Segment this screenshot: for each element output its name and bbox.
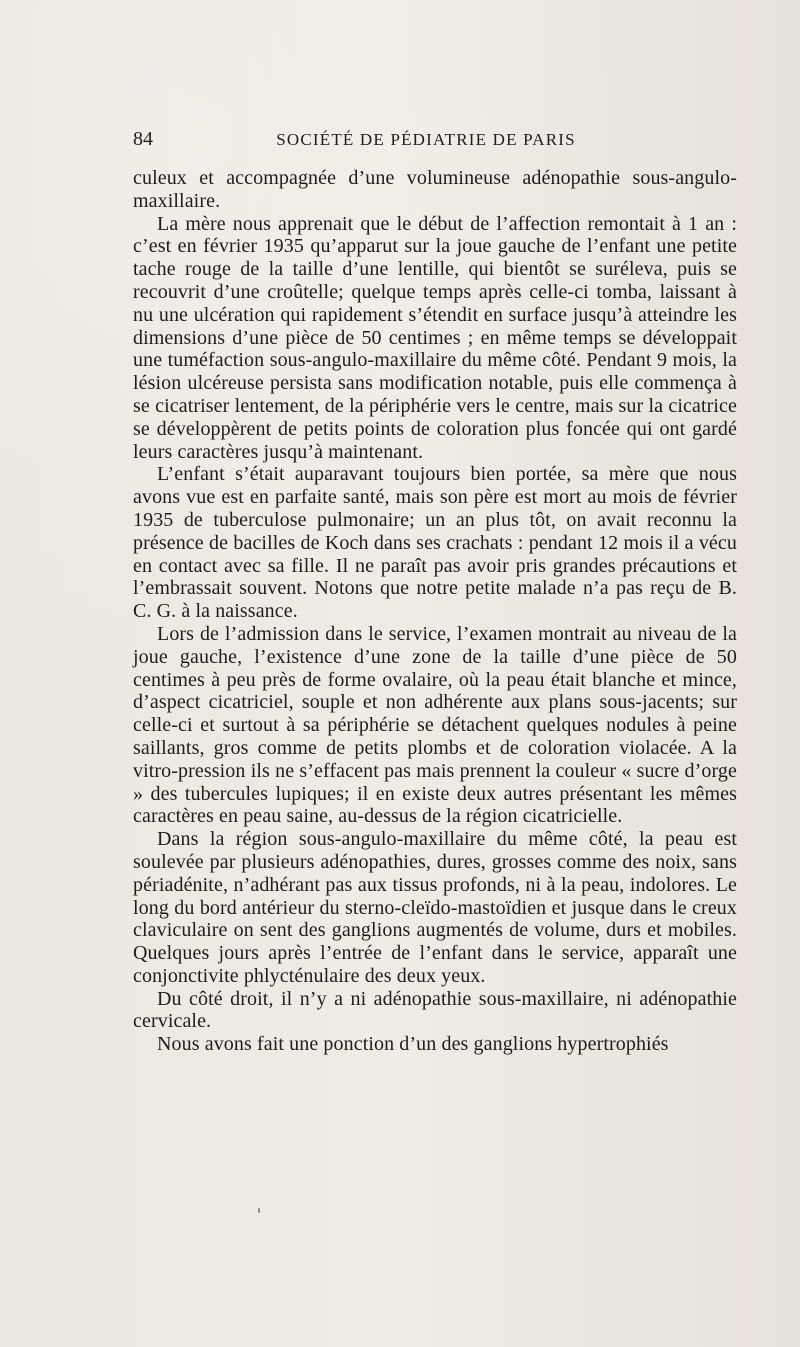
- paper-speck: [258, 1208, 260, 1213]
- paragraph-puncture: Nous avons fait une ponction d’un des ganglions hypertrophiés: [157, 1033, 669, 1056]
- paragraph-family-history: L’enfant s’était auparavant toujours bien portée, sa mère que nous avons vue est en parfaite santé, mais son père est mort au mois de février 1935 de tuberculose pulmonaire; un an plus tôt, on avait reconnu la présence de bacilles de Koch dans ses crachats : pendant 12 mois il a vécu en contact avec sa fille. Il ne paraît pas avoir pris grandes précautions et l’embrassait souvent. Notons que notre petite malade n’a pas reçu de B. C. G. à la naissance.: [133, 463, 737, 623]
- running-head-title: SOCIÉTÉ DE PÉDIATRIE DE PARIS: [276, 130, 576, 149]
- body-text: [133, 167, 737, 1056]
- paragraph-adenopathy: Dans la région sous-angulo-maxillaire du même côté, la peau est soulevée par plusieurs adénopathies, dures, grosses comme des noix, sans périadénite, n’adhérant pas aux tissus profonds, ni à la peau, indolores. Le long du bord antérieur du sterno-cleïdo-mastoïdien et jusque dans le creux claviculaire on sent des ganglions augmentés de volume, durs et mobiles. Quelques jours après l’entrée de l’enfant dans le service, apparaît une conjonctivite phlycténulaire des deux yeux.: [133, 828, 737, 987]
- running-head: [133, 127, 737, 151]
- page-number: 84: [133, 128, 153, 150]
- paragraph-right-side: Du côté droit, il n’y a ni adénopathie sous-maxillaire, ni adénopathie cervicale.: [133, 987, 737, 1033]
- paragraph-admission-exam: Lors de l’admission dans le service, l’examen montrait au niveau de la joue gauche, l’existence d’une zone de la taille d’une pièce de 50 centimes à peu près de forme ovalaire, où la peau était blanche et mince, d’aspect cicatriciel, souple et non adhérente aux plans sous-jacents; sur celle-ci et surtout à sa périphérie se détachent quelques nodules à peine saillants, gros comme de petits plombs et de coloration violacée. A la vitro-pression ils ne s’effacent pas mais prennent la couleur « sucre d’orge » des tubercules lupiques; il en existe deux autres présentant les mêmes caractères en peau saine, au-dessus de la région cicatricielle.: [133, 622, 737, 828]
- paragraph-continuation: culeux et accompagnée d’une volumineuse adénopathie sous-angulo-maxillaire.: [133, 167, 737, 212]
- paragraph-history: La mère nous apprenait que le début de l’affection remontait à 1 an : c’est en février 1935 qu’apparut sur la joue gauche de l’enfant une petite tache rouge de la taille d’une lentille, qui bientôt se suréleva, puis se recouvrit d’une croûtelle; quelque temps après celle-ci tomba, laissant à nu une ulcération qui rapidement s’étendit en surface jusqu’à atteindre les dimensions d’une pièce de 50 centimes ; en même temps se développait une tuméfaction sous-angulo-maxillaire du même côté. Pendant 9 mois, la lésion ulcéreuse persista sans modification notable, puis elle commença à se cicatriser lentement, de la périphérie vers le centre, mais sur la cicatrice se développèrent de petits points de coloration plus foncée qui ont gardé leurs caractères jusqu’à maintenant.: [133, 212, 737, 463]
